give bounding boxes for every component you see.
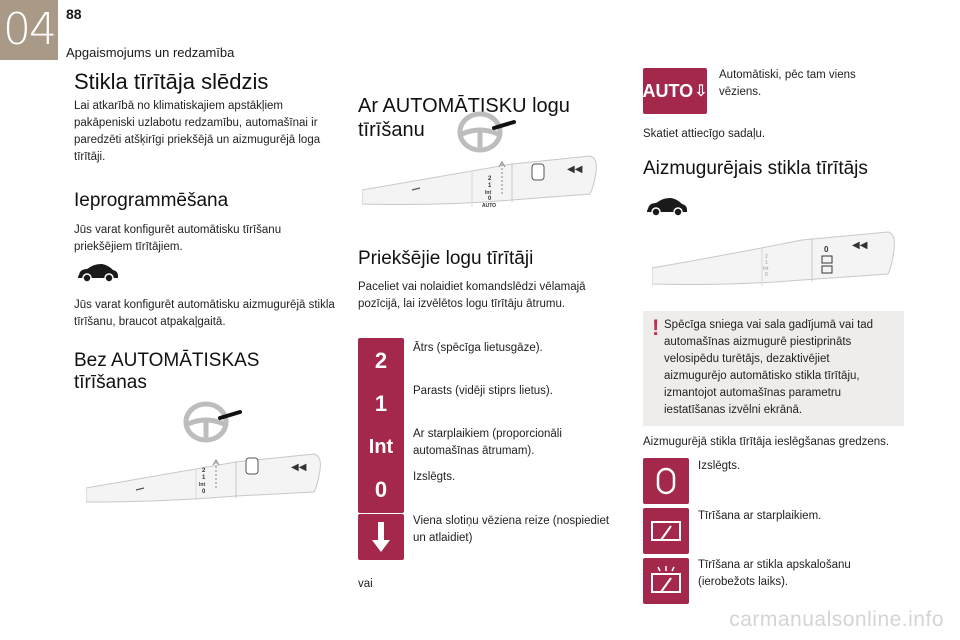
programming-text: Jūs varat konfigurēt automātisku tīrīšanu priekšējiem tīrītājiem. — [74, 224, 282, 253]
front-wipers-heading: Priekšējie logu tīrītāji — [358, 248, 534, 269]
front-wipers-text: Paceliet vai nolaidiet komandslēdzi vēlamajā pozīcijā, lai izvēlētos logu tīrītāju ātrumu. — [358, 281, 586, 310]
svg-text:◀◀: ◀◀ — [852, 240, 868, 251]
car-icon — [76, 262, 120, 284]
svg-text:0: 0 — [765, 272, 768, 278]
wash-wipe-text: Tīrīšana ar stikla apskalošanu (ierobežots laiks). — [698, 559, 851, 588]
ring-off-icon — [643, 458, 689, 504]
ring-text: Aizmugurējā stikla tīrītāja ieslēgšanas gredzens. — [643, 436, 890, 448]
svg-text:◀◀: ◀◀ — [291, 462, 307, 473]
watermark: carmanualsonline.info — [729, 608, 944, 631]
intermittent-text: Ar starplaikiem (proporcionāli automašīnas ātrumam). — [413, 428, 562, 457]
rear-stalk-label-0: 0 — [824, 245, 829, 254]
intermittent-icon: Int — [358, 424, 404, 470]
ring-off-text: Izslēgts. — [698, 460, 741, 472]
warning-text: Spēcīga sniega vai sala gadījumā vai tad automašīnas aizmugurē piestiprināts velosipēdu turētājs, dezaktivējiet aizmugurējo automātisko stikla tīrītāju, izmantojot automašīnas parametru iestatīšanas izvēlni ekrānā. — [664, 319, 874, 416]
intro-text: Lai atkarībā no klimatiskajiem apstākļiem pakāpeniski uzlabotu redzamību, automašīnai ir paredzēti atšķirīgi priekšējā un aizmugurējā loga tīrītāji. — [74, 100, 321, 163]
svg-text:◀◀: ◀◀ — [567, 164, 583, 175]
speed-2-text: Ātrs (spēcīga lietusgāze). — [413, 342, 543, 354]
speed-1-text: Parasts (vidēji stiprs lietus). — [413, 385, 553, 397]
chapter-tab: 04 — [0, 0, 58, 60]
off-icon: 0 — [358, 467, 404, 513]
auto-heading: Ar AUTOMĀTISKU logu tīrīšanu — [358, 95, 570, 141]
rear-wiper-stalk-illustration — [652, 226, 898, 302]
wiper-stalk-illustration — [86, 448, 326, 518]
auto-badge-icon: AUTO ⇩ — [643, 68, 707, 114]
section-title: Apgaismojums un redzamība — [66, 45, 235, 60]
speed-1-icon: 1 — [358, 381, 404, 427]
svg-text:2: 2 — [765, 254, 768, 260]
steering-wheel-icon — [182, 400, 242, 446]
stalk-label-2: 2 — [202, 468, 206, 474]
stalk-label-1: 1 — [488, 183, 492, 189]
rear-wiper-heading: Aizmugurējais stikla tīrītājs — [643, 158, 868, 179]
speed-2-icon: 2 — [358, 338, 404, 384]
or-text: vai — [358, 578, 373, 590]
svg-text:1: 1 — [765, 260, 768, 266]
stalk-label-auto: AUTO — [482, 203, 497, 209]
no-auto-heading: Bez AUTOMĀTISKAS tīrīšanas — [74, 350, 260, 393]
intermittent-wipe-text: Tīrīšana ar starplaikiem. — [698, 510, 822, 522]
auto-text: Automātiski, pēc tam viens vēziens. — [719, 69, 856, 98]
down-arrow-icon — [358, 514, 404, 560]
warning-icon: ! — [652, 315, 660, 340]
wash-wipe-icon — [643, 558, 689, 604]
svg-text:Int: Int — [763, 266, 769, 272]
stalk-label-int: Int — [485, 190, 492, 196]
auto-wiper-stalk-illustration — [362, 150, 602, 222]
see-section-text: Skatiet attiecīgo sadaļu. — [643, 128, 766, 140]
stalk-label-1: 1 — [202, 475, 206, 481]
page-number: 88 — [66, 6, 82, 22]
programming-heading: Ieprogrammēšana — [74, 190, 229, 211]
stalk-label-int: Int — [199, 482, 206, 488]
stalk-label-2: 2 — [488, 176, 492, 182]
off-text: Izslēgts. — [413, 471, 456, 483]
single-wipe-text: Viena slotiņu vēziena reize (nospiediet un atlaidiet) — [413, 515, 610, 544]
rear-config-text: Jūs varat konfigurēt automātisku aizmugurējā stikla tīrīšanu, braucot atpakaļgaitā. — [74, 299, 335, 328]
auto-label: AUTO — [642, 80, 694, 101]
main-title: Stikla tīrītāja slēdzis — [74, 69, 269, 94]
car-icon — [645, 196, 689, 218]
stalk-label-0: 0 — [488, 196, 492, 202]
warning-box — [643, 311, 904, 426]
stalk-label-0: 0 — [202, 489, 206, 495]
intermittent-wipe-icon — [643, 508, 689, 554]
